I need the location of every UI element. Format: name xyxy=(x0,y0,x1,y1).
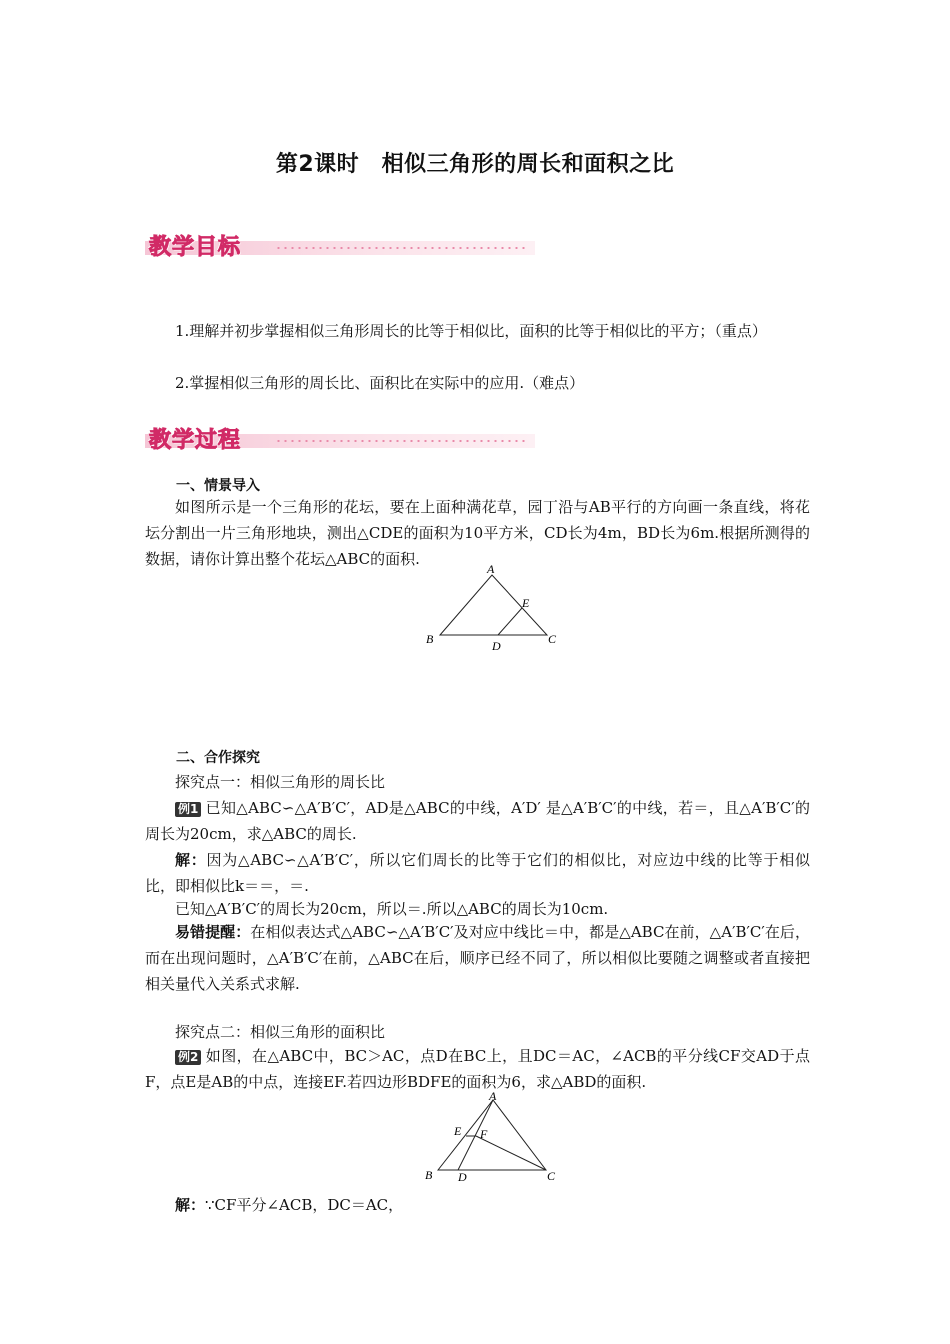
goal-item-1: 1.理解并初步掌握相似三角形周长的比等于相似比，面积的比等于相似比的平方；（重点） xyxy=(175,322,767,340)
process-banner xyxy=(145,423,535,453)
label-e: E xyxy=(522,596,530,610)
example-1-text: 已知△ABC∽△A′B′C′，AD是△ABC的中线，A′D′ 是△A′B′C′的中线，若＝，且△A′B′C′的周长为20cm，求△ABC的周长. xyxy=(145,799,810,843)
solution-2 xyxy=(145,1192,810,1218)
tip-text: 在相似表达式△ABC∽△A′B′C′及对应中线比＝中，都是△ABC在前，△A′B′C′在后，而在出现问题时，△A′B′C′在前，△ABC在后，顺序已经不同了，所以相似比要随之调整或者直接把相关量代入关系式求解. xyxy=(145,923,810,993)
error-tip xyxy=(145,919,810,997)
triangle-abc xyxy=(440,575,547,635)
segment-ad xyxy=(458,1100,493,1170)
example-badge: 例1 xyxy=(175,802,201,817)
label-d: D xyxy=(458,1170,467,1184)
solution-2-text: ∵CF平分∠ACB，DC＝AC， xyxy=(205,1196,404,1214)
label-d: D xyxy=(492,639,501,653)
banner-dots xyxy=(275,247,525,249)
banner-dots xyxy=(275,440,525,442)
segment-de xyxy=(498,608,522,635)
section2-heading: 二、合作探究 xyxy=(176,750,260,766)
goal-item-2: 2.掌握相似三角形的周长比、面积比在实际中的应用.（难点） xyxy=(175,374,585,392)
banner-label: 教学目标 xyxy=(149,235,242,260)
label-a: A xyxy=(487,565,495,576)
solution-1-continued: 已知△A′B′C′的周长为20cm，所以＝.所以△ABC的周长为10cm. xyxy=(175,900,609,918)
label-f: F xyxy=(480,1127,488,1141)
label-e: E xyxy=(454,1124,462,1138)
label-c: C xyxy=(547,1169,556,1183)
segment-cf xyxy=(476,1136,546,1170)
section1-paragraph: 如图所示是一个三角形的花坛，要在上面种满花草，园丁沿与AB平行的方向画一条直线，将花坛分割出一片三角形地块，测出△CDE的面积为10平方米，CD长为4m，BD长为6m.根据所测得的数据，请你计算出整个花坛△ABC的面积. xyxy=(145,498,810,568)
page-title: 第2课时 相似三角形的周长和面积之比 xyxy=(275,152,675,177)
point2-heading: 探究点二：相似三角形的面积比 xyxy=(175,1023,386,1041)
label-b: B xyxy=(426,632,434,646)
figure-triangle-2 xyxy=(420,1088,570,1188)
solution-label: 解： xyxy=(175,851,207,869)
tip-label: 易错提醒： xyxy=(175,923,251,941)
solution-1 xyxy=(145,847,810,899)
goals-banner xyxy=(145,230,535,260)
example-1 xyxy=(145,795,810,847)
label-c: C xyxy=(548,632,557,646)
banner-label: 教学过程 xyxy=(149,428,242,453)
solution-1-text: 因为△ABC∽△A′B′C′，所以它们周长的比等于它们的相似比，对应边中线的比等于相似比，即相似比k＝＝，＝. xyxy=(145,851,810,895)
label-b: B xyxy=(425,1168,433,1182)
point1-heading: 探究点一：相似三角形的周长比 xyxy=(175,773,386,791)
solution-label: 解： xyxy=(175,1196,206,1214)
label-a: A xyxy=(489,1089,497,1103)
example-badge: 例2 xyxy=(175,1050,201,1065)
example-2-text: 如图，在△ABC中，BC＞AC，点D在BC上，且DC＝AC，∠ACB的平分线CF交AD于点F，点E是AB的中点，连接EF.若四边形BDFE的面积为6，求△ABD的面积. xyxy=(145,1047,810,1091)
figure-triangle-1 xyxy=(420,565,570,660)
section1-heading: 一、情景导入 xyxy=(176,478,260,494)
